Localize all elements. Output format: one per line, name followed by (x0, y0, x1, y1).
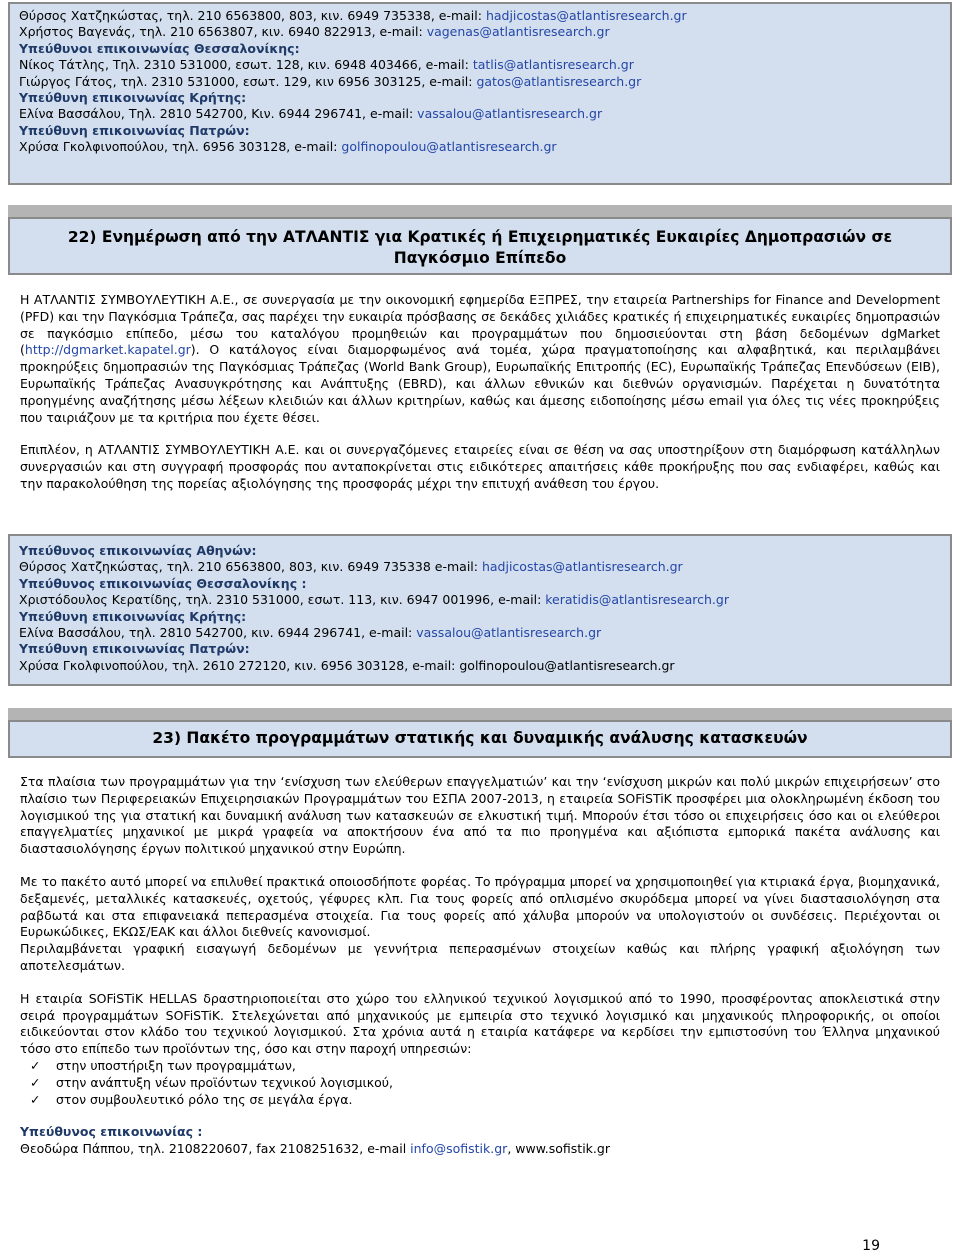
checklist-item (30, 1058, 940, 1075)
section-23-paragraph-4: Η εταιρία SOFiSTiK HELLAS δραστηριοποιείται στο χώρο του ελληνικού τεχνικού λογισμικού από το 1990, προσφέροντας αποκλειστικά στην σειρά προγραμμάτων SOFiSTiK. Στελεχώνεται από μηχανικούς με εμπειρία στο τεχνικό λογισμικό και μηχανικούς πληροφορικής, οι οποίοι ειδικεύονται στον κλάδο του τεχνικού λογισμικού. Στα χρόνια αυτά η εταιρία κατάφερε να κερδίσει την εμπιστοσύνη του Έλληνα μηχανικού τόσο στο επίπεδο των προϊόντων της, όσο και στην παροχή υπηρεσιών: (20, 990, 940, 1057)
contact-label: Υπεύθυνος επικοινωνίας Αθηνών: (19, 543, 257, 558)
email-link[interactable]: hadjicostas@atlantisresearch.gr (485, 8, 687, 23)
contact-line (19, 8, 941, 24)
email-link[interactable]: gatos@atlantisresearch.gr (476, 73, 642, 89)
contact-label: Υπεύθυνη επικοινωνίας Πατρών: (19, 641, 250, 657)
checklist-item (30, 1075, 940, 1092)
contact-text: Χρύσα Γκολφινοπούλου, τηλ. 6956 303128, e-mail: (19, 139, 342, 155)
contact-line (19, 576, 941, 592)
email-link[interactable]: golfinopoulou@atlantisresearch.gr (341, 139, 557, 155)
section-22-band (8, 205, 952, 217)
checkmark-icon: ✓ (30, 1091, 41, 1107)
contact-text: Νίκος Τάτλης, Τηλ. 2310 531000, εσωτ. 128, κιν. 6948 403466, e-mail: (19, 57, 473, 73)
section-22-body (20, 292, 940, 493)
section-23-contact: Υπεύθυνος επικοινωνίας : Θεοδώρα Πάππου, τηλ. 2108220607, fax 2108251632, e-mail info@sofistik.gr, www.sofistik.gr (20, 1124, 610, 1157)
section-23-contact-label: Υπεύθυνος επικοινωνίας : (20, 1124, 203, 1140)
contact-line (19, 90, 941, 106)
email-link[interactable]: vassalou@atlantisresearch.gr (417, 106, 603, 122)
checkmark-icon: ✓ (30, 1074, 41, 1090)
email-link[interactable]: keratidis@atlantisresearch.gr (545, 592, 729, 608)
contact-text: Θύρσος Χατζηκώστας, τηλ. 210 6563800, 803, κιν. 6949 735338 e-mail: (19, 559, 482, 575)
contact-label: Υπεύθυνη επικοινωνίας Πατρών: (19, 122, 250, 138)
contact-line (19, 543, 941, 559)
contact-label: Υπεύθυνη επικοινωνίας Κρήτης: (19, 608, 247, 624)
section-22-paragraph-2: Επιπλέον, η ΑΤΛΑΝΤΙΣ ΣΥΜΒΟΥΛΕΥΤΙΚΗ Α.Ε. και οι συνεργαζόμενες εταιρείες είναι σε θέση να σας υποστηρίξουν στη διαμόρφωση κατάλληλων συνεργασιών και στη συγγραφή προσφοράς που ανταποκρίνεται στις ειδικότερες απαιτήσεις κάθε προκήρυξης που σας ενδιαφέρει, καθώς και την παρακολούθηση της πορείας αξιολόγησης της προσφοράς μέχρι την επιτυχή ανάθεση του έργου. (20, 442, 940, 491)
section-23-body (20, 774, 940, 1158)
checklist-text: στην υποστήριξη των προγραμμάτων, (56, 1057, 296, 1073)
services-checklist (20, 1058, 940, 1108)
contact-line (19, 609, 941, 625)
contact-line (19, 592, 941, 608)
email-link[interactable]: vagenas@atlantisresearch.gr (426, 24, 610, 40)
contact-label: Υπεύθυνη επικοινωνίας Κρήτης: (19, 90, 247, 106)
contact-text: Χριστόδουλος Κερατίδης, τηλ. 2310 531000, εσωτ. 113, κιν. 6947 001996, e-mail: (19, 592, 546, 608)
checklist-item (30, 1092, 940, 1109)
section-22-paragraph-1: Η ΑΤΛΑΝΤΙΣ ΣΥΜΒΟΥΛΕΥΤΙΚΗ Α.Ε., σε συνεργασία με την οικονομική εφημερίδα ΕΞΠΡΕΣ, την εταιρεία Partnerships for Finance and Development (PFD) και την Παγκόσμια Τράπεζα, σας παρέχει την ευκαιρία πρόσβασης σε δεκάδες χιλιάδες κρατικές ή επιχειρηματικές ευκαιρίες δημοπρασιών σε παγκόσμιο επίπεδο, μέσω του καταλόγου προμηθειών και προγραμμάτων που δημοσιεύονται στη βάση δεδομένων dgMarket (http://dgmarket.kapatel.gr). Ο κατάλογος είναι διαμορφωμένος ανά τομέα, χώρα πραγματοποίησης και αλφαβητικά, και περιλαμβάνει προκηρύξεις δημοπρασιών της Παγκόσμιας Τράπεζας (World Bank Group), Ευρωπαϊκής Επιτροπής (EC), Ευρωπαϊκής Τράπεζας Επενδύσεων (EIB), Ευρωπαϊκής Τράπεζας Ανασυγκρότησης και Ανάπτυξης (EBRD), και άλλων εθνικών και διεθνών οργανισμών. Παρέχεται η δυνατότητα προηγμένης αναζήτησης μέσω λέξεων κλειδιών και άλλων κριτηρίων, καθώς και άμεσης ειδοποίησης μέσω email για όλες τις νέες προκηρύξεις που ταιριάζουν με τα κριτήρια που έχετε θέσει. (20, 292, 940, 425)
contact-line (19, 139, 941, 155)
contact-text: Χρύσα Γκολφινοπούλου, τηλ. 2610 272120, κιν. 6956 303128, e-mail: golfinopoulou@atlantisresearch.gr (19, 657, 675, 673)
contact-text: Θύρσος Χατζηκώστας, τηλ. 210 6563800, 803, κιν. 6949 735338, e-mail: (19, 8, 486, 23)
page-number: 19 (862, 1238, 880, 1254)
section-23-paragraph-1: Στα πλαίσια των προγραμμάτων για την ‘ενίσχυση των ελεύθερων επαγγελματιών’ και την ‘ενίσχυση μικρών και πολύ μικρών επιχειρήσεων’ στο πλαίσιο των Περιφερειακών Επιχειρησιακών Προγραμμάτων του ΕΣΠΑ 2007-2013, η εταιρεία SOFiSTiK προσφέρει μια ολοκληρωμένη έκδοση του λογισμικού της για στατική και δυναμική ανάλυση των κατασκευών σε ελκυστική τιμή. Μπορούν έτσι τόσο οι επιχειρήσεις όσο και οι ελεύθεροι επαγγελματίες μηχανικοί με μικρά γραφεία να αποκτήσουν ένα από τα πιο προηγμένα και αξιόπιστα εμπορικά πακέτα ανάλυσης και διαστασιολόγησης έργων πολιτικού μηχανικού στην Ευρώπη. (20, 774, 940, 857)
contact-line (19, 123, 941, 139)
section-23-paragraph-3: Περιλαμβάνεται γραφική εισαγωγή δεδομένων με γεννήτρια πεπερασμένων στοιχείων καθώς και πλήρης γραφική αξιολόγηση των αποτελεσμάτων. (20, 941, 940, 973)
contact-line (19, 559, 941, 575)
section-23-title: 23) Πακέτο προγραμμάτων στατικής και δυναμικής ανάλυσης κατασκευών (152, 729, 808, 747)
top-contact-box (8, 2, 952, 185)
email-link[interactable]: tatlis@atlantisresearch.gr (472, 57, 634, 73)
contact-text: Γιώργος Γάτος, τηλ. 2310 531000, εσωτ. 129, κιν 6956 303125, e-mail: (19, 73, 477, 89)
section-22-title-box (8, 217, 952, 275)
top-contact-lines (19, 8, 941, 156)
dgmarket-link[interactable]: http://dgmarket.kapatel.gr (24, 342, 191, 358)
sofistik-email-link[interactable]: info@sofistik.gr (410, 1141, 508, 1157)
contact-text: Ελίνα Βασσάλου, Τηλ. 2810 542700, Κιν. 6944 296741, e-mail: (19, 106, 418, 122)
section-22-contact-box (8, 534, 952, 686)
contact-text: Χρήστος Βαγενάς, τηλ. 210 6563807, κιν. 6940 822913, e-mail: (19, 24, 427, 40)
contact-line (19, 658, 941, 674)
checklist-text: στην ανάπτυξη νέων προϊόντων τεχνικού λογισμικού, (56, 1074, 393, 1090)
contact-line (19, 625, 941, 641)
section-23-band (8, 708, 952, 720)
contact-line (19, 57, 941, 73)
contact-line (19, 74, 941, 90)
section-22-contact-lines (19, 543, 941, 674)
checkmark-icon: ✓ (30, 1057, 41, 1073)
contact-line (19, 641, 941, 657)
contact-text: Ελίνα Βασσάλου, τηλ. 2810 542700, κιν. 6944 296741, e-mail: (19, 625, 417, 641)
contact-line (19, 41, 941, 57)
contact-label: Υπεύθυνος επικοινωνίας Θεσσαλονίκης : (19, 575, 307, 591)
contact-label: Υπεύθυνοι επικοινωνίας Θεσσαλονίκης: (19, 40, 300, 56)
email-link[interactable]: hadjicostas@atlantisresearch.gr (481, 559, 683, 575)
section-23-title-box (8, 720, 952, 758)
email-link[interactable]: vassalou@atlantisresearch.gr (416, 625, 602, 641)
section-22-title: 22) Ενημέρωση από την ΑΤΛΑΝΤΙΣ για Κρατικές ή Επιχειρηματικές Ευκαιρίες Δημοπρασιών σε Παγκόσμιο Επίπεδο (67, 228, 893, 267)
checklist-text: στον συμβουλευτικό ρόλο της σε μεγάλα έργα. (56, 1091, 353, 1107)
contact-line (19, 106, 941, 122)
section-23-paragraph-2: Με το πακέτο αυτό μπορεί να επιλυθεί πρακτικά οποιοσδήποτε φορέας. Το πρόγραμμα μπορεί να χρησιμοποιηθεί για κτιριακά έργα, βιομηχανικά, δεξαμενές, μεταλλικές κατασκευές, οχετούς, γέφυρες κλπ. Για τους φορείς από οπλισμένο σκυρόδεμα μπορεί να γίνει διαστασιολόγηση στα ραβδωτά και στα επιφανειακά πεπερασμένα στοιχεία. Για τους φορείς από χάλυβα μπορούν να υπολογιστούν οι συνδέσεις. Περιέχονται οι Ευρωκώδικες, ΕΚΩΣ/ΕΑΚ και άλλοι διεθνείς κανονισμοί. (20, 873, 940, 940)
contact-line (19, 24, 941, 40)
